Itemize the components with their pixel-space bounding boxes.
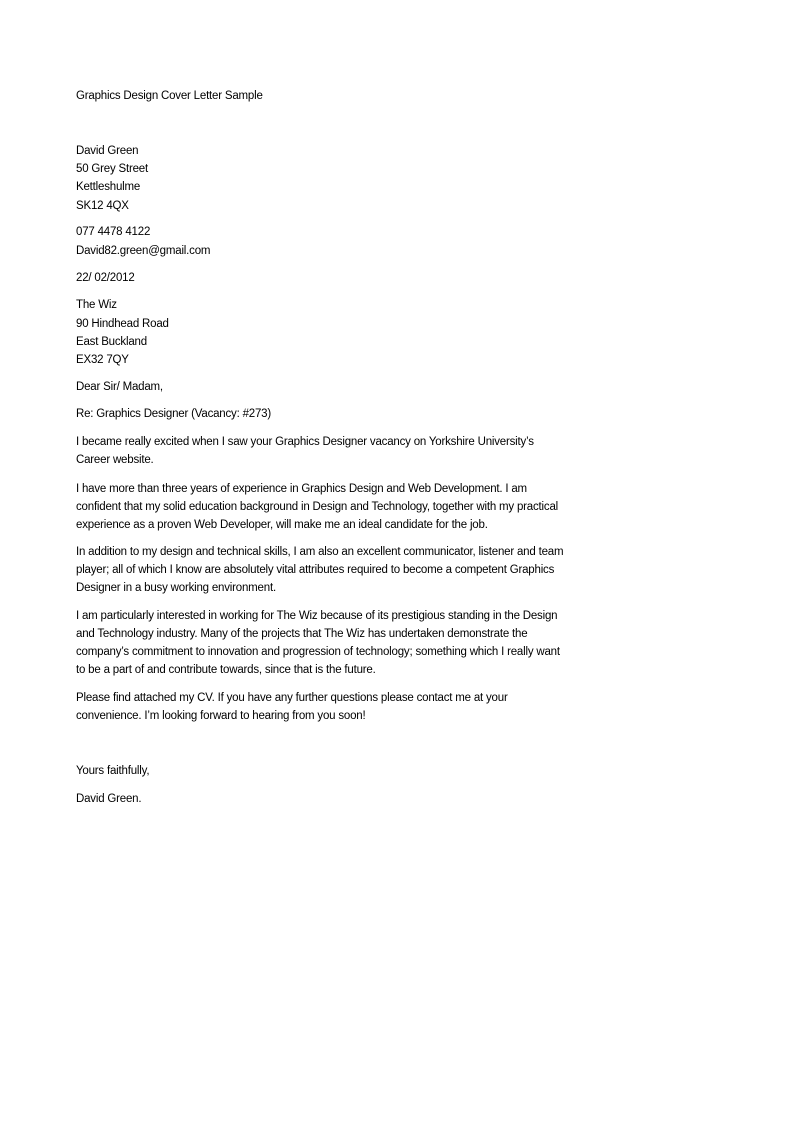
paragraph-line: I became really excited when I saw your Graphics Designer vacancy on Yorkshire University’s bbox=[76, 436, 534, 448]
sender-name: David Green bbox=[76, 145, 139, 157]
subject-line: Re: Graphics Designer (Vacancy: #273) bbox=[76, 408, 272, 420]
paragraph-line: company’s commitment to innovation and progression of technology; something which I really want bbox=[76, 646, 560, 658]
paragraph-line: experience as a proven Web Developer, will make me an ideal candidate for the job. bbox=[76, 519, 488, 531]
paragraph-line: In addition to my design and technical skills, I am also an excellent communicator, listener and team bbox=[76, 546, 564, 558]
closing: Yours faithfully, bbox=[76, 765, 150, 777]
paragraph-5 bbox=[76, 689, 556, 725]
paragraph-2 bbox=[76, 480, 556, 534]
signature: David Green. bbox=[76, 793, 142, 805]
sender-town: Kettleshulme bbox=[76, 181, 141, 193]
paragraph-3 bbox=[76, 543, 564, 597]
recipient-town: East Buckland bbox=[76, 336, 147, 348]
paragraph-line: Career website. bbox=[76, 454, 154, 466]
sender-street: 50 Grey Street bbox=[76, 163, 148, 175]
recipient-street: 90 Hindhead Road bbox=[76, 318, 169, 330]
paragraph-line: convenience. I’m looking forward to hearing from you soon! bbox=[76, 710, 366, 722]
paragraph-line: and Technology industry. Many of the projects that The Wiz has undertaken demonstrate the bbox=[76, 628, 528, 640]
sender-phone: 077 4478 4122 bbox=[76, 226, 151, 238]
paragraph-line: Please find attached my CV. If you have any further questions please contact me at your bbox=[76, 692, 508, 704]
sender-email: David82.green@gmail.com bbox=[76, 245, 211, 257]
sender-postcode: SK12 4QX bbox=[76, 200, 129, 212]
letter-date: 22/ 02/2012 bbox=[76, 272, 135, 284]
document-title: Graphics Design Cover Letter Sample bbox=[76, 90, 263, 102]
paragraph-line: player; all of which I know are absolutely vital attributes required to become a competent Graphics bbox=[76, 564, 555, 576]
paragraph-line: Designer in a busy working environment. bbox=[76, 582, 276, 594]
paragraph-line: confident that my solid education background in Design and Technology, together with my practical bbox=[76, 501, 558, 513]
paragraph-1 bbox=[76, 433, 556, 469]
paragraph-4 bbox=[76, 607, 560, 679]
salutation: Dear Sir/ Madam, bbox=[76, 381, 163, 393]
paragraph-line: I am particularly interested in working for The Wiz because of its prestigious standing in the Design bbox=[76, 610, 558, 622]
paragraph-line: to be a part of and contribute towards, since that is the future. bbox=[76, 664, 376, 676]
recipient-postcode: EX32 7QY bbox=[76, 354, 129, 366]
recipient-name: The Wiz bbox=[76, 299, 117, 311]
paragraph-line: I have more than three years of experience in Graphics Design and Web Development. I am bbox=[76, 483, 527, 495]
